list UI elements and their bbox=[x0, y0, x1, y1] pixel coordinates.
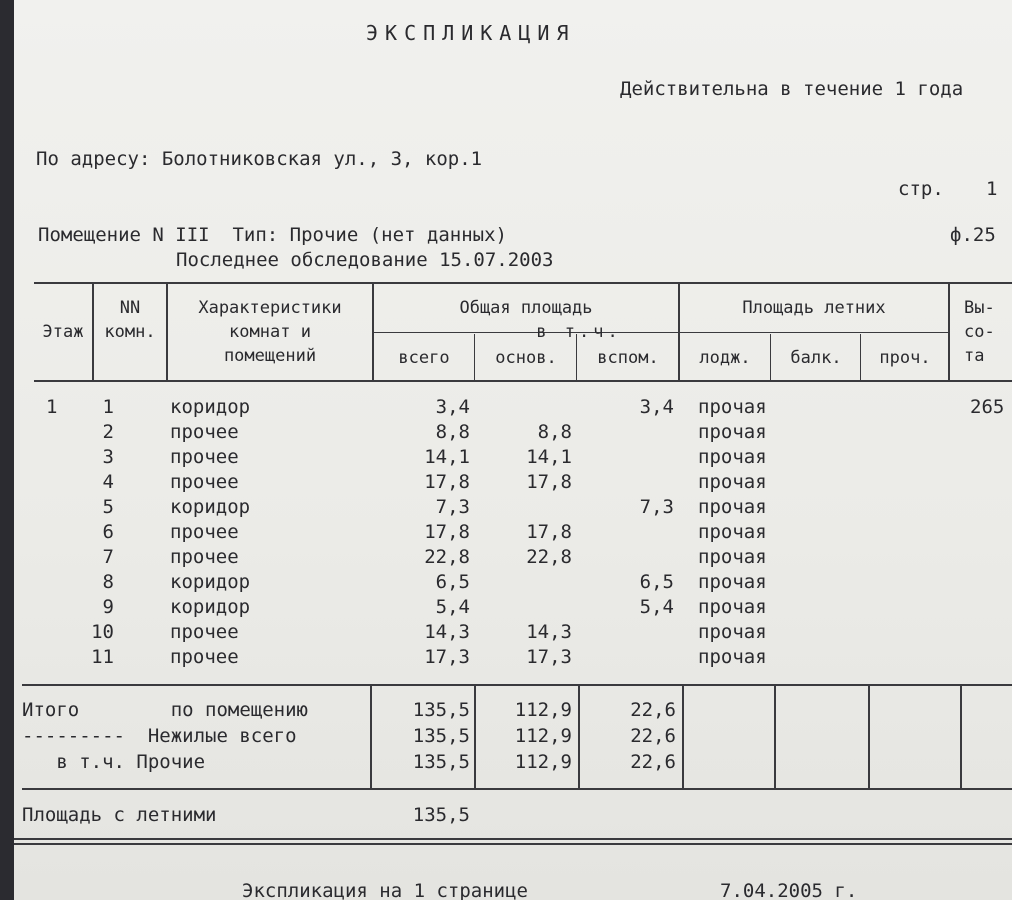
header-aux: вспом. bbox=[597, 348, 659, 368]
cell-loggia: прочая bbox=[698, 446, 767, 468]
cell-area-all: 8,8 bbox=[435, 421, 470, 443]
cell-room-number: 6 bbox=[102, 521, 114, 543]
totals-area-all: 135,5 bbox=[412, 725, 470, 747]
cell-area-aux: 7,3 bbox=[639, 496, 674, 518]
totals-area-aux: 22,6 bbox=[630, 751, 676, 773]
cell-area-main: 22,8 bbox=[526, 546, 572, 568]
cell-area-all: 17,8 bbox=[424, 521, 470, 543]
cell-area-all: 3,4 bbox=[435, 396, 470, 418]
totals-row bbox=[14, 724, 1012, 749]
cell-loggia: прочая bbox=[698, 571, 767, 593]
cell-loggia: прочая bbox=[698, 621, 767, 643]
header-other: проч. bbox=[879, 348, 931, 368]
totals-area-main: 112,9 bbox=[514, 751, 572, 773]
footer-date: 7.04.2005 г. bbox=[720, 880, 858, 900]
totals-label: Итого по помещению bbox=[22, 699, 308, 721]
cell-loggia: прочая bbox=[698, 546, 767, 568]
page-label: стр. bbox=[898, 178, 944, 200]
totals-area-all: 135,5 bbox=[412, 751, 470, 773]
cell-loggia: прочая bbox=[698, 471, 767, 493]
cell-room-name: прочее bbox=[170, 521, 239, 543]
totals-label: --------- Нежилые всего bbox=[22, 725, 297, 747]
cell-room-number: 9 bbox=[102, 596, 114, 618]
cell-loggia: прочая bbox=[698, 646, 767, 668]
table-row bbox=[14, 570, 1012, 595]
header-all: всего bbox=[398, 348, 450, 368]
cell-room-name: прочее bbox=[170, 546, 239, 568]
table-row bbox=[14, 620, 1012, 645]
totals-area-main: 112,9 bbox=[514, 725, 572, 747]
cell-area-all: 6,5 bbox=[435, 571, 470, 593]
cell-loggia: прочая bbox=[698, 421, 767, 443]
header-total-area: Общая площадь bbox=[459, 298, 593, 318]
cell-room-number: 2 bbox=[102, 421, 114, 443]
table-row bbox=[14, 645, 1012, 670]
footer-pages-note: Экспликация на 1 странице bbox=[242, 880, 528, 900]
cell-room-name: прочее bbox=[170, 446, 239, 468]
address-line: По адресу: Болотниковская ул., 3, кор.1 bbox=[36, 148, 483, 170]
document-page bbox=[14, 0, 1012, 900]
header-summer-area: Площадь летних bbox=[742, 298, 886, 318]
totals-label: в т.ч. Прочие bbox=[22, 751, 206, 773]
cell-room-number: 10 bbox=[91, 621, 114, 643]
cell-area-aux: 5,4 bbox=[639, 596, 674, 618]
totals-row bbox=[14, 750, 1012, 775]
cell-area-main: 17,3 bbox=[526, 646, 572, 668]
totals-area-aux: 22,6 bbox=[630, 699, 676, 721]
totals-area-all: 135,5 bbox=[412, 699, 470, 721]
cell-area-all: 22,8 bbox=[424, 546, 470, 568]
cell-loggia: прочая bbox=[698, 396, 767, 418]
header-characteristics: Характеристики комнат и помещений bbox=[198, 298, 342, 366]
summer-total-value: 135,5 bbox=[412, 804, 470, 826]
header-including: в т.ч. bbox=[536, 322, 622, 342]
cell-area-all: 7,3 bbox=[435, 496, 470, 518]
cell-room-name: коридор bbox=[170, 596, 251, 618]
last-survey-line: Последнее обследование 15.07.2003 bbox=[176, 249, 554, 271]
cell-floor: 1 bbox=[46, 396, 58, 418]
header-loggia: лодж. bbox=[699, 348, 751, 368]
bottom-rule bbox=[14, 838, 1012, 840]
cell-loggia: прочая bbox=[698, 496, 767, 518]
header-height: Вы- со- та bbox=[964, 298, 995, 366]
bottom-rule-double bbox=[14, 843, 1012, 845]
header-floor: Этаж bbox=[42, 322, 84, 342]
cell-area-main: 8,8 bbox=[537, 421, 572, 443]
cell-room-number: 8 bbox=[102, 571, 114, 593]
cell-room-name: коридор bbox=[170, 571, 251, 593]
cell-area-aux: 6,5 bbox=[639, 571, 674, 593]
cell-room-name: коридор bbox=[170, 396, 251, 418]
cell-area-all: 14,3 bbox=[424, 621, 470, 643]
cell-area-all: 5,4 bbox=[435, 596, 470, 618]
table-row bbox=[14, 545, 1012, 570]
cell-area-main: 17,8 bbox=[526, 471, 572, 493]
table-row bbox=[14, 595, 1012, 620]
cell-area-aux: 3,4 bbox=[639, 396, 674, 418]
table-row bbox=[14, 495, 1012, 520]
cell-loggia: прочая bbox=[698, 521, 767, 543]
cell-area-main: 14,1 bbox=[526, 446, 572, 468]
cell-room-name: прочее bbox=[170, 471, 239, 493]
cell-area-all: 14,1 bbox=[424, 446, 470, 468]
cell-room-name: прочее bbox=[170, 646, 239, 668]
cell-room-number: 5 bbox=[102, 496, 114, 518]
cell-room-name: прочее bbox=[170, 421, 239, 443]
table-row bbox=[14, 470, 1012, 495]
cell-area-all: 17,3 bbox=[424, 646, 470, 668]
cell-room-number: 4 bbox=[102, 471, 114, 493]
room-type-line: Помещение N III Тип: Прочие (нет данных) bbox=[38, 224, 507, 246]
cell-area-all: 17,8 bbox=[424, 471, 470, 493]
table-row bbox=[14, 395, 1012, 420]
totals-area-main: 112,9 bbox=[514, 699, 572, 721]
cell-area-main: 14,3 bbox=[526, 621, 572, 643]
cell-room-number: 7 bbox=[102, 546, 114, 568]
header-main: основ. bbox=[495, 348, 557, 368]
table-row bbox=[14, 445, 1012, 470]
header-balcony: балк. bbox=[790, 348, 842, 368]
cell-room-number: 3 bbox=[102, 446, 114, 468]
table-row bbox=[14, 520, 1012, 545]
validity-note: Действительна в течение 1 года bbox=[620, 78, 964, 100]
header-room-number: NN комн. bbox=[104, 298, 156, 342]
cell-area-main: 17,8 bbox=[526, 521, 572, 543]
summer-total-label: Площадь с летними bbox=[22, 804, 217, 826]
cell-height: 265 bbox=[970, 396, 1005, 418]
totals-row bbox=[14, 698, 1012, 723]
page-number: 1 bbox=[986, 178, 998, 200]
cell-room-number: 11 bbox=[91, 646, 114, 668]
form-code: ф.25 bbox=[950, 224, 996, 246]
cell-loggia: прочая bbox=[698, 596, 767, 618]
cell-room-name: коридор bbox=[170, 496, 251, 518]
totals-area-aux: 22,6 bbox=[630, 725, 676, 747]
cell-room-name: прочее bbox=[170, 621, 239, 643]
table-row bbox=[14, 420, 1012, 445]
cell-room-number: 1 bbox=[102, 396, 114, 418]
document-title: ЭКСПЛИКАЦИЯ bbox=[366, 21, 576, 45]
